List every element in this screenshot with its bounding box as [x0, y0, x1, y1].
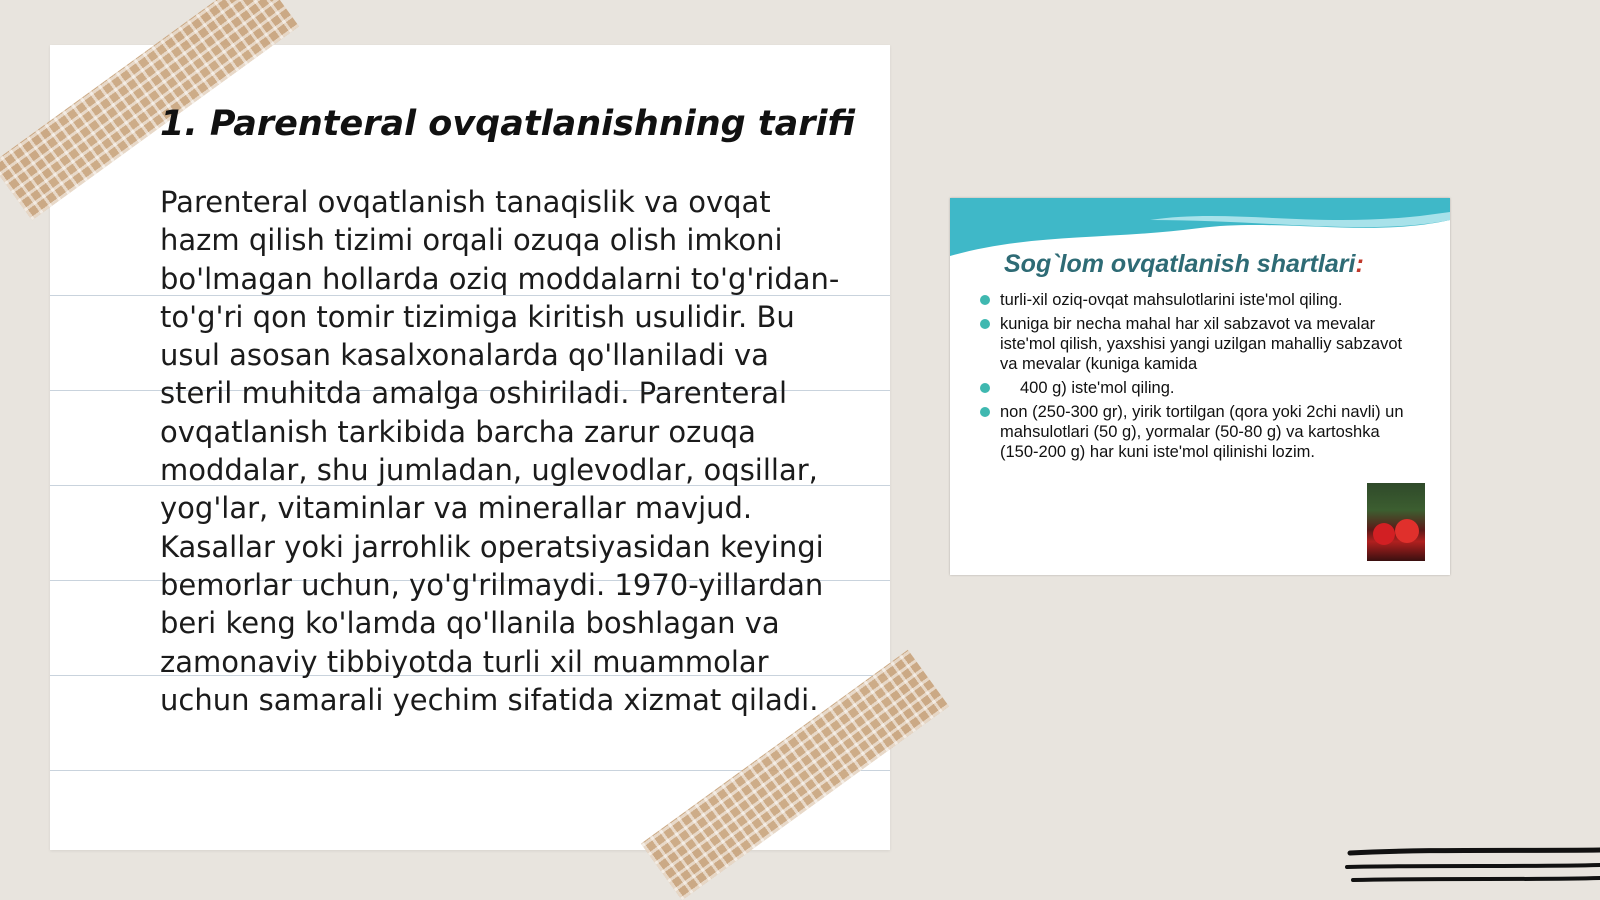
- berry-shape: [1373, 523, 1395, 545]
- list-item: [980, 290, 1420, 310]
- berry-shape: [1395, 519, 1419, 543]
- list-item-text: turli-xil oziq-ovqat mahsulotlarini iste'mol qiling.: [1000, 291, 1343, 309]
- list-item: [980, 378, 1420, 398]
- slide-heading: 1. Parenteral ovqatlanishning tarifi: [160, 104, 856, 144]
- vegetable-photo: [1367, 483, 1425, 561]
- bullet-icon: [980, 295, 990, 305]
- bullet-icon: [980, 319, 990, 329]
- body-paragraph: Parenteral ovqatlanish tanaqislik va ovqat hazm qilish tizimi orqali ozuqa olish imkoni bo'lmagan hollarda oziq moddalarni to'g'ridan-to'g'ri qon tomir tizimiga kiritish usulidir. Bu usul asosan kasalxonalarda qo'llaniladi va steril muhitda amalga oshiriladi. Parenteral ovqatlanish tarkibida barcha zarur ozuqa moddalar, shu jumladan, uglevodlar, oqsillar, yog'lar, vitaminlar va minerallar mavjud. Kasallar yoki jarrohlik operatsiyasidan keyingi bemorlar uchun, yo'g'rilmaydi. 1970-yillardan beri keng ko'lamda qo'llanila boshlagan va zamonaviy tibbiyotda turli xil muammolar uchun samarali yechim sifatida xizmat qiladi.: [160, 185, 840, 717]
- slide-bullet-list: [980, 290, 1420, 466]
- list-item-text: kuniga bir necha mahal har xil sabzavot va mevalar iste'mol qilish, yaxshisi yangi uzilgan mahalliy sabzavot va mevalar (kuniga kamida: [1000, 315, 1403, 373]
- decorative-corner-lines: [1345, 845, 1600, 890]
- list-item-text: non (250-300 gr), yirik tortilgan (qora yoki 2chi navli) un mahsulotlari (50 g), yormalar (50-80 g) va kartoshka (150-200 g) har kuni iste'mol qilinishi lozim.: [1000, 403, 1404, 461]
- slide-title-text: Sog`lom ovqatlanish shartlari: [1004, 250, 1356, 278]
- list-item-text: 400 g) iste'mol qiling.: [1020, 379, 1175, 397]
- bullet-icon: [980, 407, 990, 417]
- bullet-icon: [980, 383, 990, 393]
- list-item: [980, 314, 1420, 374]
- embedded-slide-image: [950, 198, 1450, 575]
- slide-title: [1004, 250, 1364, 279]
- list-item: [980, 402, 1420, 462]
- slide-title-colon: :: [1355, 250, 1364, 278]
